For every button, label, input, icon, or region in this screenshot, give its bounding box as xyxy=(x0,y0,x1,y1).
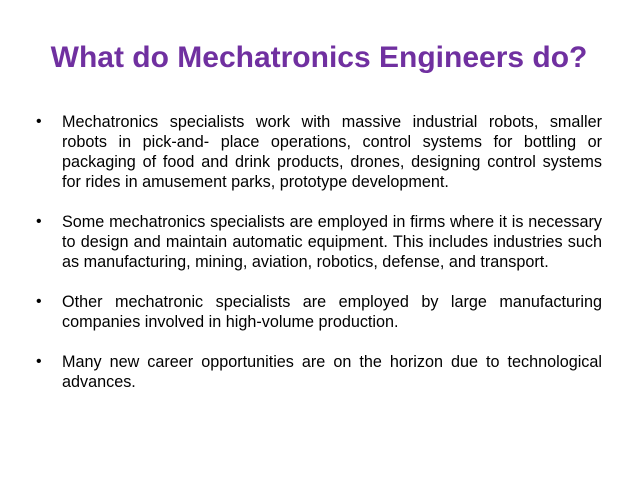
bullet-item xyxy=(36,112,602,192)
bullet-text: Many new career opportunities are on the horizon due to technological advances. xyxy=(62,353,602,391)
bullet-icon: • xyxy=(36,213,42,230)
bullet-item xyxy=(36,292,602,332)
bullet-icon: • xyxy=(36,113,42,130)
bullet-text: Mechatronics specialists work with massive industrial robots, smaller robots in pick-and- place operations, control systems for bottling or packaging of food and drink products, drones, designing control systems for rides in amusement parks, prototype development. xyxy=(62,113,602,191)
bullet-icon: • xyxy=(36,293,42,310)
bullet-item xyxy=(36,212,602,272)
slide-title: What do Mechatronics Engineers do? xyxy=(50,41,588,74)
bullet-icon: • xyxy=(36,353,42,370)
bullet-list xyxy=(36,112,602,392)
bullet-item xyxy=(36,352,602,392)
bullet-text: Some mechatronics specialists are employed in firms where it is necessary to design and maintain automatic equipment. This includes industries such as manufacturing, mining, aviation, robotics, defense, and transport. xyxy=(62,213,602,271)
bullet-text: Other mechatronic specialists are employed by large manufacturing companies involved in high-volume production. xyxy=(62,293,602,331)
